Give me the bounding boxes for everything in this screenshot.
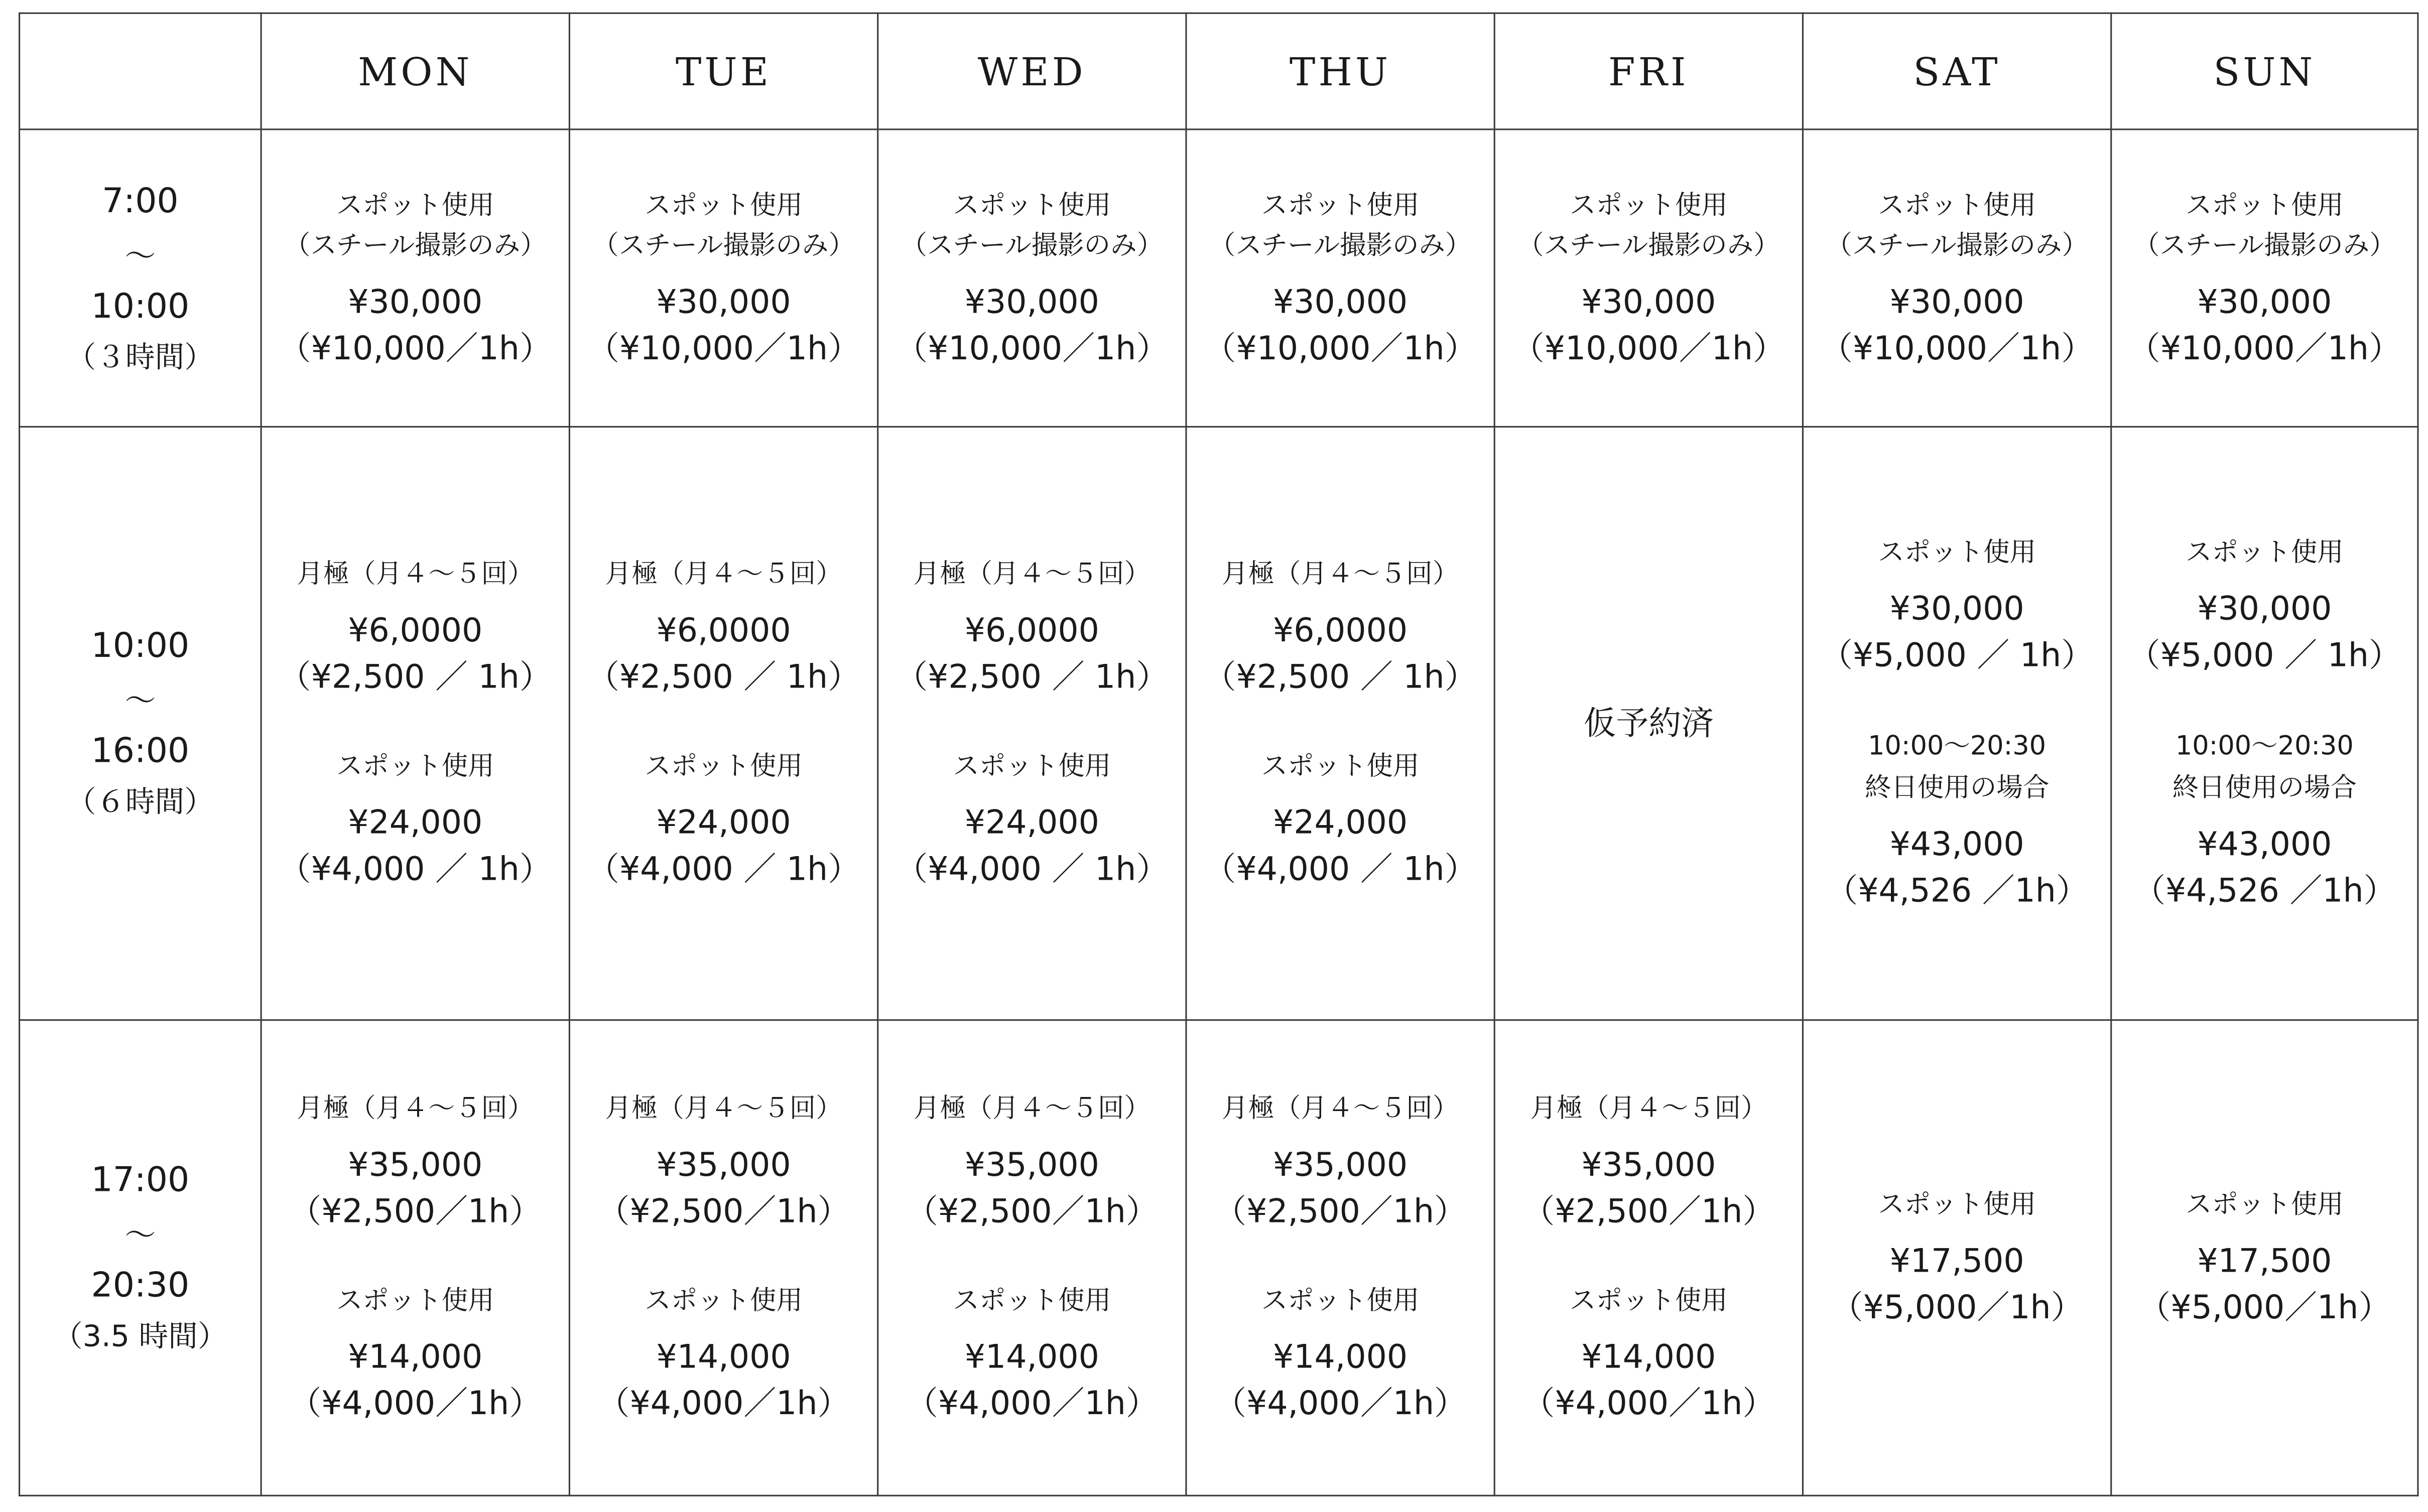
plan-price: ¥17,500 <box>1889 1242 2024 1280</box>
price-block <box>878 555 1185 700</box>
plan-price: ¥6,0000 <box>1273 612 1408 649</box>
plan-price: ¥30,000 <box>656 283 791 320</box>
day-header-tue: TUE <box>569 13 877 129</box>
plan-price: ¥6,0000 <box>964 612 1099 649</box>
plan-label: 月極（月４〜５回） <box>913 559 1151 591</box>
price-block <box>262 555 569 700</box>
plan-label: スポット使用 <box>1261 751 1420 782</box>
plan-hourly-rate: （¥10,000／1h） <box>895 329 1169 367</box>
plan-hourly-rate: （¥4,526 ／1h） <box>2133 872 2396 909</box>
plan-hourly-rate: （¥2,500／1h） <box>597 1192 850 1230</box>
plan-hourly-rate: （¥4,000／1h） <box>1214 1385 1467 1422</box>
price-block <box>878 747 1185 892</box>
price-block <box>570 185 877 371</box>
day-header-fri: FRI <box>1494 13 1803 129</box>
plan-hourly-rate: （¥2,500／1h） <box>905 1192 1159 1230</box>
plan-price: ¥14,000 <box>348 1338 483 1376</box>
plan-price: ¥30,000 <box>1889 590 2024 628</box>
plan-time-range: 10:00〜20:30 <box>1868 731 2047 762</box>
plan-label: スポット使用 <box>1261 190 1420 221</box>
plan-price: ¥35,000 <box>1273 1146 1408 1184</box>
plan-sublabel: （スチール撮影のみ） <box>1826 230 2088 261</box>
price-block <box>2112 185 2417 371</box>
plan-label: スポット使用 <box>1878 1189 2036 1221</box>
plan-hourly-rate: （¥4,000 ／ 1h） <box>895 850 1169 888</box>
slot-duration: （６時間） <box>66 785 214 819</box>
plan-price: ¥43,000 <box>1889 826 2024 863</box>
slot-start-time: 10:00 <box>91 627 190 666</box>
price-block <box>1187 1089 1493 1234</box>
plan-label: スポット使用 <box>645 1286 803 1317</box>
plan-label: 月極（月４〜５回） <box>1530 1093 1767 1125</box>
plan-label: スポット使用 <box>2185 537 2344 569</box>
plan-time-range: 10:00〜20:30 <box>2175 731 2354 762</box>
plan-price: ¥30,000 <box>1889 283 2024 320</box>
time-slot-row <box>20 129 2418 427</box>
price-cell-wed <box>878 1020 1186 1496</box>
plan-price: ¥24,000 <box>348 804 483 842</box>
price-cell-mon <box>261 427 569 1020</box>
price-cell-fri <box>1494 427 1803 1020</box>
price-block <box>2112 533 2417 678</box>
plan-sublabel: （スチール撮影のみ） <box>901 230 1164 261</box>
plan-price: ¥17,500 <box>2197 1242 2332 1280</box>
price-block <box>570 1281 877 1427</box>
plan-hourly-rate: （¥4,000／1h） <box>1522 1385 1775 1422</box>
time-slot-cell <box>20 1020 262 1496</box>
plan-hourly-rate: （¥10,000／1h） <box>2127 329 2401 367</box>
plan-hourly-rate: （¥2,500 ／ 1h） <box>1203 658 1477 696</box>
day-header-mon: MON <box>261 13 569 129</box>
plan-hourly-rate: （¥5,000／1h） <box>2138 1289 2391 1326</box>
plan-label: スポット使用 <box>336 751 494 782</box>
plan-price: ¥14,000 <box>656 1338 791 1376</box>
plan-label: 月極（月４〜５回） <box>297 1093 534 1125</box>
plan-hourly-rate: （¥2,500 ／ 1h） <box>587 658 860 696</box>
plan-label: スポット使用 <box>336 1286 494 1317</box>
plan-label: スポット使用 <box>645 190 803 221</box>
price-block <box>262 185 569 371</box>
price-cell-sun <box>2111 129 2418 427</box>
price-schedule-table <box>19 13 2418 1496</box>
price-cell-wed <box>878 427 1186 1020</box>
plan-hourly-rate: （¥4,526 ／1h） <box>1825 872 2089 909</box>
price-block <box>570 747 877 892</box>
plan-hourly-rate: （¥2,500 ／ 1h） <box>895 658 1169 696</box>
slot-end-time: 20:30 <box>91 1267 190 1306</box>
plan-price: ¥24,000 <box>964 804 1099 842</box>
plan-label: スポット使用 <box>1569 1286 1728 1317</box>
plan-price: ¥30,000 <box>964 283 1099 320</box>
plan-price: ¥30,000 <box>348 283 483 320</box>
plan-label: 終日使用の場合 <box>2172 773 2357 804</box>
plan-hourly-rate: （¥5,000／1h） <box>1830 1289 2084 1326</box>
time-slot-row <box>20 1020 2418 1496</box>
plan-label: 月極（月４〜５回） <box>1221 1093 1459 1125</box>
price-block <box>1495 185 1802 371</box>
price-cell-fri <box>1494 1020 1803 1496</box>
plan-price: ¥30,000 <box>1273 283 1408 320</box>
price-block <box>2112 1185 2417 1330</box>
plan-hourly-rate: （¥4,000 ／ 1h） <box>1203 850 1477 888</box>
status-note: 仮予約済 <box>1583 705 1714 742</box>
plan-price: ¥24,000 <box>656 804 791 842</box>
price-cell-sat <box>1803 1020 2111 1496</box>
price-cell-mon <box>261 129 569 427</box>
price-cell-thu <box>1186 129 1494 427</box>
plan-hourly-rate: （¥10,000／1h） <box>1820 329 2094 367</box>
plan-label: スポット使用 <box>2185 190 2344 221</box>
plan-hourly-rate: （¥2,500 ／ 1h） <box>278 658 552 696</box>
plan-price: ¥6,0000 <box>348 612 483 649</box>
price-cell-thu <box>1186 1020 1494 1496</box>
plan-price: ¥43,000 <box>2197 826 2332 863</box>
price-block <box>1804 1185 2110 1330</box>
plan-price: ¥30,000 <box>2197 283 2332 320</box>
price-block <box>262 1281 569 1427</box>
plan-sublabel: （スチール撮影のみ） <box>1517 230 1780 261</box>
plan-price: ¥14,000 <box>1273 1338 1408 1376</box>
plan-label: 月極（月４〜５回） <box>605 1093 842 1125</box>
slot-end-time: 16:00 <box>91 733 190 772</box>
day-header-wed: WED <box>878 13 1186 129</box>
time-slot-cell <box>20 427 262 1020</box>
plan-hourly-rate: （¥4,000 ／ 1h） <box>587 850 860 888</box>
plan-price: ¥30,000 <box>1581 283 1716 320</box>
price-block <box>1804 185 2110 371</box>
plan-price: ¥35,000 <box>964 1146 1099 1184</box>
price-block <box>1187 185 1493 371</box>
price-block <box>570 1089 877 1234</box>
price-block <box>2112 725 2417 914</box>
slot-range-tilde: 〜 <box>124 1216 156 1254</box>
slot-range-tilde: 〜 <box>124 236 156 273</box>
plan-label: スポット使用 <box>953 751 1111 782</box>
price-block <box>1804 725 2110 914</box>
plan-hourly-rate: （¥10,000／1h） <box>278 329 552 367</box>
time-slot-row <box>20 427 2418 1020</box>
plan-sublabel: （スチール撮影のみ） <box>592 230 855 261</box>
price-block <box>1187 1281 1493 1427</box>
corner-cell <box>20 13 262 129</box>
plan-label: 月極（月４〜５回） <box>297 559 534 591</box>
day-header-sun: SUN <box>2111 13 2418 129</box>
price-cell-mon <box>261 1020 569 1496</box>
slot-start-time: 7:00 <box>102 182 179 221</box>
price-block <box>262 747 569 892</box>
plan-label: スポット使用 <box>953 190 1111 221</box>
plan-label: スポット使用 <box>336 190 494 221</box>
plan-label: スポット使用 <box>645 751 803 782</box>
plan-label: スポット使用 <box>1878 537 2036 569</box>
plan-label: スポット使用 <box>953 1286 1111 1317</box>
price-cell-thu <box>1186 427 1494 1020</box>
plan-label: スポット使用 <box>1261 1286 1420 1317</box>
slot-duration: （3.5 時間） <box>53 1319 227 1354</box>
price-block <box>570 555 877 700</box>
plan-hourly-rate: （¥2,500／1h） <box>1522 1192 1775 1230</box>
plan-price: ¥14,000 <box>964 1338 1099 1376</box>
price-block <box>262 1089 569 1234</box>
plan-price: ¥6,0000 <box>656 612 791 649</box>
day-header-thu: THU <box>1186 13 1494 129</box>
plan-hourly-rate: （¥10,000／1h） <box>1203 329 1477 367</box>
price-block <box>878 185 1185 371</box>
plan-price: ¥35,000 <box>348 1146 483 1184</box>
price-block <box>878 1281 1185 1427</box>
plan-hourly-rate: （¥5,000 ／ 1h） <box>2127 636 2401 674</box>
plan-price: ¥24,000 <box>1273 804 1408 842</box>
plan-hourly-rate: （¥2,500／1h） <box>1214 1192 1467 1230</box>
plan-hourly-rate: （¥2,500／1h） <box>289 1192 542 1230</box>
price-cell-tue <box>569 427 877 1020</box>
price-cell-sat <box>1803 427 2111 1020</box>
plan-label: 終日使用の場合 <box>1864 773 2050 804</box>
plan-hourly-rate: （¥4,000／1h） <box>597 1385 850 1422</box>
plan-hourly-rate: （¥10,000／1h） <box>587 329 860 367</box>
plan-sublabel: （スチール撮影のみ） <box>284 230 547 261</box>
plan-price: ¥35,000 <box>656 1146 791 1184</box>
plan-label: スポット使用 <box>2185 1189 2344 1221</box>
price-block <box>1495 1281 1802 1427</box>
plan-price: ¥14,000 <box>1581 1338 1716 1376</box>
plan-label: 月極（月４〜５回） <box>605 559 842 591</box>
price-cell-sun <box>2111 427 2418 1020</box>
price-cell-tue <box>569 129 877 427</box>
plan-price: ¥30,000 <box>2197 590 2332 628</box>
slot-range-tilde: 〜 <box>124 681 156 719</box>
slot-duration: （３時間） <box>66 340 214 374</box>
plan-label: スポット使用 <box>1878 190 2036 221</box>
slot-start-time: 17:00 <box>91 1162 190 1201</box>
price-cell-wed <box>878 129 1186 427</box>
price-cell-sun <box>2111 1020 2418 1496</box>
price-cell-sat <box>1803 129 2111 427</box>
plan-label: 月極（月４〜５回） <box>913 1093 1151 1125</box>
price-block <box>878 1089 1185 1234</box>
plan-label: 月極（月４〜５回） <box>1221 559 1459 591</box>
day-header-sat: SAT <box>1803 13 2111 129</box>
plan-hourly-rate: （¥10,000／1h） <box>1511 329 1785 367</box>
plan-sublabel: （スチール撮影のみ） <box>1209 230 1472 261</box>
plan-label: スポット使用 <box>1569 190 1728 221</box>
plan-price: ¥35,000 <box>1581 1146 1716 1184</box>
price-block <box>1495 1089 1802 1234</box>
price-block <box>1187 555 1493 700</box>
header-row <box>20 13 2418 129</box>
price-block <box>1187 747 1493 892</box>
plan-hourly-rate: （¥4,000／1h） <box>905 1385 1159 1422</box>
price-cell-tue <box>569 1020 877 1496</box>
plan-hourly-rate: （¥4,000 ／ 1h） <box>278 850 552 888</box>
plan-hourly-rate: （¥5,000 ／ 1h） <box>1820 636 2094 674</box>
price-block <box>1804 533 2110 678</box>
plan-hourly-rate: （¥4,000／1h） <box>289 1385 542 1422</box>
price-cell-fri <box>1494 129 1803 427</box>
time-slot-cell <box>20 129 262 427</box>
plan-sublabel: （スチール撮影のみ） <box>2133 230 2396 261</box>
slot-end-time: 10:00 <box>91 287 190 326</box>
